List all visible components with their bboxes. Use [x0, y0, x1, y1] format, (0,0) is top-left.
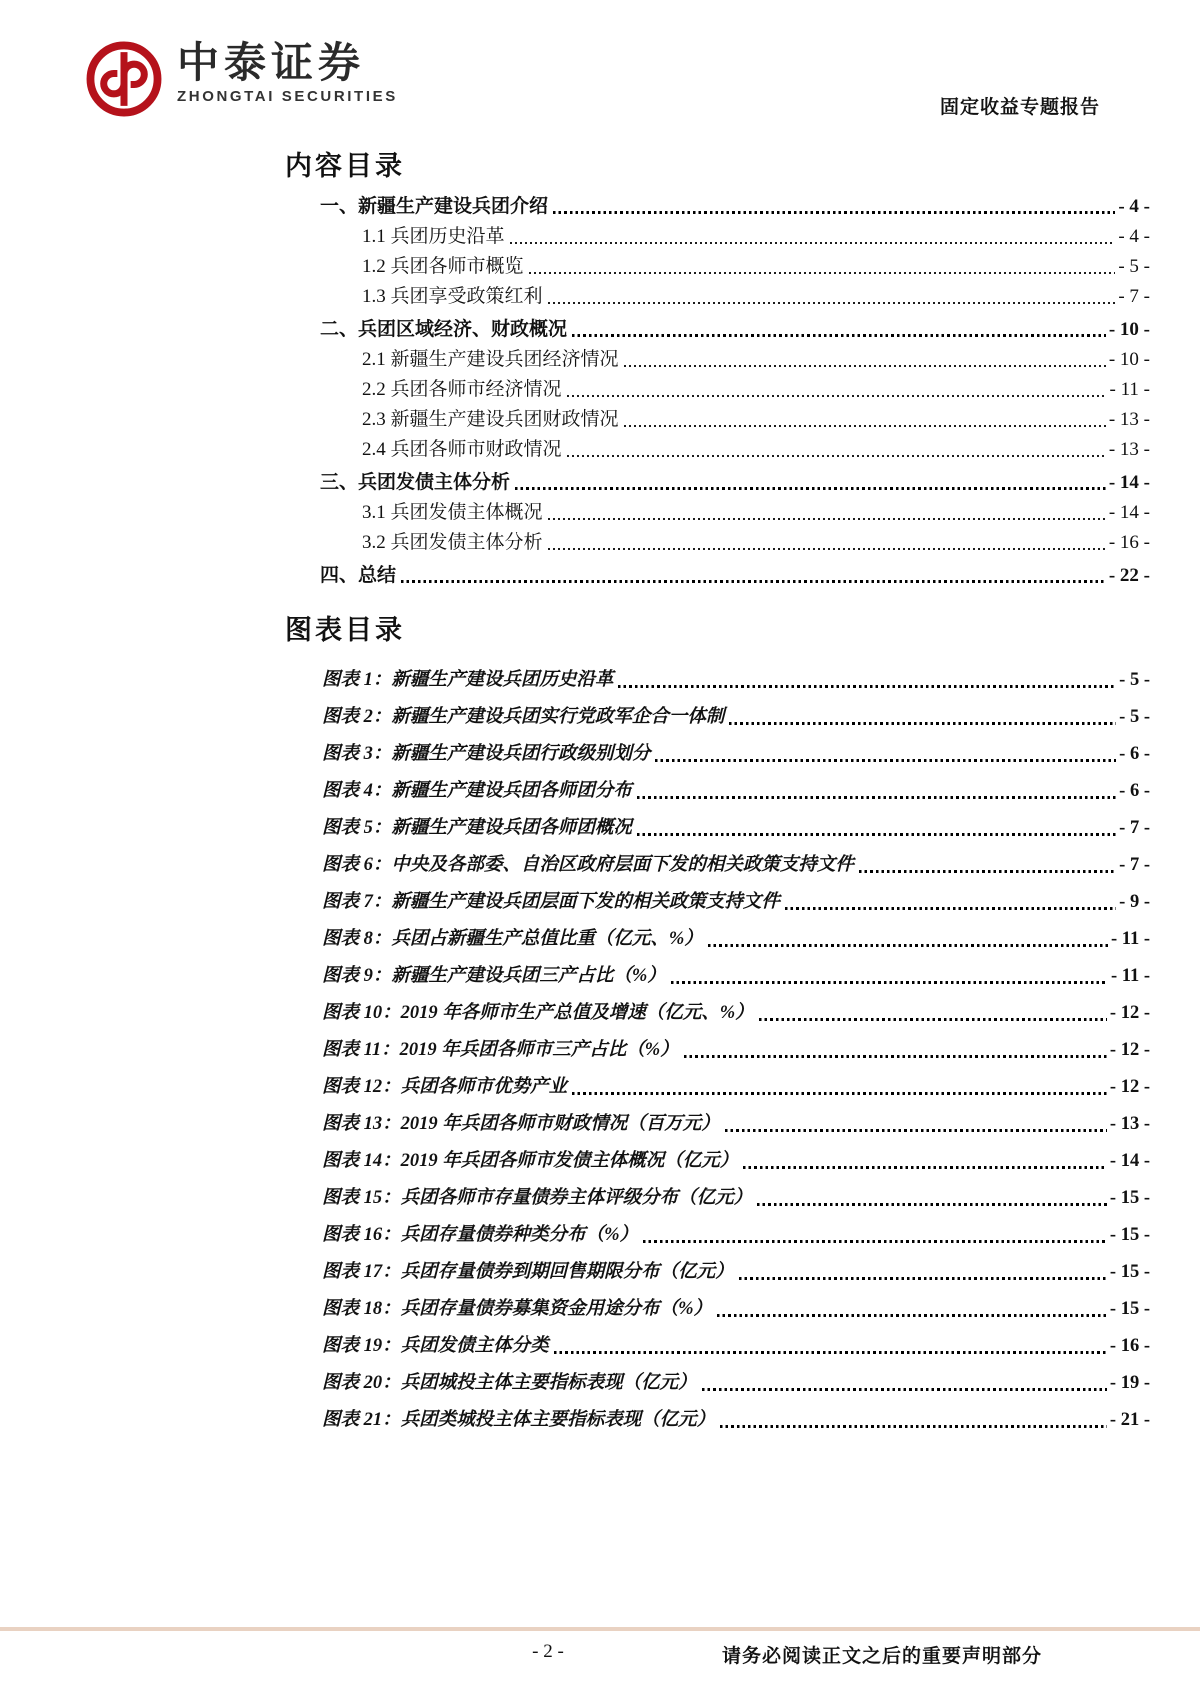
figure-entry[interactable]	[322, 965, 1150, 988]
toc-entry-label: 2.3 新疆生产建设兵团财政情况	[362, 409, 619, 430]
figure-entry[interactable]	[322, 817, 1150, 840]
dot-leader	[548, 548, 1106, 550]
figure-entry-label: 图表 14：2019 年兵团各师市发债主体概况（亿元）	[322, 1151, 739, 1171]
figure-entry[interactable]	[322, 1150, 1150, 1173]
figure-list	[285, 669, 1150, 1432]
dot-leader	[401, 580, 1106, 583]
figure-entry-page: - 19 -	[1109, 1373, 1150, 1393]
footer-divider	[0, 1627, 1200, 1631]
toc-entry-page: - 13 -	[1108, 409, 1150, 430]
zhongtai-logo-icon	[85, 40, 163, 118]
figure-entry[interactable]	[322, 1409, 1150, 1432]
toc-entry-page: - 4 -	[1118, 196, 1150, 217]
toc-entry[interactable]	[320, 318, 1150, 341]
figure-entry-page: - 11 -	[1110, 966, 1150, 986]
toc-entry[interactable]	[320, 255, 1150, 278]
toc-entry-page: - 10 -	[1108, 349, 1150, 370]
figure-entry-page: - 15 -	[1109, 1188, 1150, 1208]
toc-entry[interactable]	[320, 195, 1150, 218]
dot-leader	[643, 1240, 1107, 1243]
figure-entry[interactable]	[322, 1224, 1150, 1247]
figure-entry[interactable]	[322, 1002, 1150, 1025]
toc-entry[interactable]	[320, 501, 1150, 524]
figure-entry-label: 图表 17：兵团存量债券到期回售期限分布（亿元）	[322, 1262, 734, 1282]
toc-entry-page: - 7 -	[1118, 286, 1150, 307]
brand-block	[85, 40, 398, 118]
toc-entry-page: - 16 -	[1108, 532, 1150, 553]
toc-entry-page: - 11 -	[1109, 379, 1150, 400]
figure-entry[interactable]	[322, 1076, 1150, 1099]
dot-leader	[708, 944, 1108, 947]
toc-entry-label: 3.1 兵团发债主体概况	[362, 502, 543, 523]
figure-entry[interactable]	[322, 854, 1150, 877]
toc-entry-page: - 10 -	[1108, 319, 1150, 340]
figure-entry-page: - 5 -	[1119, 670, 1150, 690]
toc-entry-label: 1.2 兵团各师市概览	[362, 256, 524, 277]
dot-leader	[702, 1388, 1107, 1391]
figure-entry[interactable]	[322, 1372, 1150, 1395]
dot-leader	[859, 870, 1116, 873]
figure-entry-page: - 15 -	[1109, 1225, 1150, 1245]
toc-entry-label: 2.2 兵团各师市经济情况	[362, 379, 562, 400]
figure-entry[interactable]	[322, 1261, 1150, 1284]
toc-entry[interactable]	[320, 438, 1150, 461]
report-type-label: 固定收益专题报告	[939, 97, 1100, 118]
figure-entry-label: 图表 4：新疆生产建设兵团各师团分布	[322, 781, 632, 801]
figure-entry-page: - 15 -	[1109, 1299, 1150, 1319]
toc-entry-label: 1.3 兵团享受政策红利	[362, 286, 543, 307]
figure-entry-page: - 5 -	[1119, 707, 1150, 727]
footer-page-number: - 2 -	[532, 1641, 564, 1662]
toc-entry[interactable]	[320, 348, 1150, 371]
footer-disclaimer: 请务必阅读正文之后的重要声明部分	[721, 1646, 1042, 1667]
figure-entry-page: - 16 -	[1109, 1336, 1150, 1356]
toc-entry-page: - 14 -	[1108, 502, 1150, 523]
toc-entry-label: 2.4 兵团各师市财政情况	[362, 439, 562, 460]
dot-leader	[567, 395, 1107, 397]
dot-leader	[572, 334, 1106, 337]
figure-entry-label: 图表 12：兵团各师市优势产业	[322, 1077, 568, 1097]
dot-leader	[720, 1425, 1107, 1428]
dot-leader	[624, 425, 1106, 427]
brand-wordmark	[177, 40, 398, 105]
figure-entry-page: - 15 -	[1109, 1262, 1150, 1282]
figure-entry-label: 图表 9：新疆生产建设兵团三产占比（%）	[322, 966, 666, 986]
dot-leader	[567, 455, 1106, 457]
toc-entry-page: - 22 -	[1108, 565, 1150, 586]
dot-leader	[529, 272, 1116, 274]
figure-entry[interactable]	[322, 928, 1150, 951]
dot-leader	[739, 1277, 1107, 1280]
figure-entry-page: - 9 -	[1119, 892, 1150, 912]
figure-entry-label: 图表 18：兵团存量债券募集资金用途分布（%）	[322, 1299, 713, 1319]
dot-leader	[637, 796, 1116, 799]
figure-entry-page: - 21 -	[1109, 1410, 1150, 1430]
toc-entry[interactable]	[320, 285, 1150, 308]
toc-entry-page: - 5 -	[1118, 256, 1150, 277]
dot-leader	[757, 1203, 1107, 1206]
toc-page-body	[285, 149, 1150, 1432]
dot-leader	[510, 242, 1116, 244]
figure-entry-label: 图表 1：新疆生产建设兵团历史沿革	[322, 670, 614, 690]
figure-entry-page: - 11 -	[1110, 929, 1150, 949]
figure-entry-label: 图表 7：新疆生产建设兵团层面下发的相关政策支持文件	[322, 892, 780, 912]
toc-entry[interactable]	[320, 225, 1150, 248]
figure-entry-label: 图表 15：兵团各师市存量债券主体评级分布（亿元）	[322, 1188, 753, 1208]
figure-entry-page: - 6 -	[1119, 781, 1150, 801]
figure-entry-page: - 13 -	[1109, 1114, 1150, 1134]
figure-entry-page: - 7 -	[1119, 818, 1150, 838]
figure-entry[interactable]	[322, 891, 1150, 914]
dot-leader	[759, 1018, 1107, 1021]
figure-entry[interactable]	[322, 1335, 1150, 1358]
figure-entry[interactable]	[322, 1039, 1150, 1062]
figure-entry-page: - 14 -	[1109, 1151, 1150, 1171]
toc-entry[interactable]	[320, 408, 1150, 431]
figures-title: 图表目录	[285, 615, 405, 645]
toc-entry-page: - 14 -	[1108, 472, 1150, 493]
toc-entry-label: 2.1 新疆生产建设兵团经济情况	[362, 349, 619, 370]
figure-entry[interactable]	[322, 1113, 1150, 1136]
figure-entry[interactable]	[322, 706, 1150, 729]
figure-entry-label: 图表 13：2019 年兵团各师市财政情况（百万元）	[322, 1114, 720, 1134]
dot-leader	[684, 1055, 1107, 1058]
dot-leader	[637, 833, 1116, 836]
toc-entry[interactable]	[320, 531, 1150, 554]
figure-entry-label: 图表 20：兵团城投主体主要指标表现（亿元）	[322, 1373, 697, 1393]
toc-entry-label: 三、兵团发债主体分析	[320, 472, 511, 493]
figure-entry-page: - 12 -	[1109, 1040, 1150, 1060]
figure-entry-label: 图表 5：新疆生产建设兵团各师团概况	[322, 818, 632, 838]
brand-name-cn: 中泰证券	[177, 39, 366, 86]
dot-leader	[554, 1351, 1107, 1354]
dot-leader	[553, 211, 1115, 214]
dot-leader	[725, 1129, 1107, 1132]
figure-entry-label: 图表 3：新疆生产建设兵团行政级别划分	[322, 744, 651, 764]
toc-entry-label: 二、兵团区域经济、财政概况	[320, 319, 568, 340]
dot-leader	[624, 365, 1106, 367]
brand-name-en: ZHONGTAI SECURITIES	[177, 88, 398, 105]
figure-entry-label: 图表 11：2019 年兵团各师市三产占比（%）	[322, 1040, 679, 1060]
dot-leader	[785, 907, 1116, 910]
dot-leader	[717, 1314, 1107, 1317]
toc-entry-page: - 4 -	[1118, 226, 1150, 247]
figure-entry-label: 图表 8：兵团占新疆生产总值比重（亿元、%）	[322, 929, 703, 949]
toc-entry[interactable]	[320, 564, 1150, 587]
figure-entry-label: 图表 10：2019 年各师市生产总值及增速（亿元、%）	[322, 1003, 754, 1023]
contents-title: 内容目录	[285, 151, 405, 181]
dot-leader	[515, 487, 1106, 490]
figure-entry-page: - 12 -	[1109, 1077, 1150, 1097]
figure-entry[interactable]	[322, 743, 1150, 766]
figure-entry[interactable]	[322, 1298, 1150, 1321]
dot-leader	[729, 722, 1116, 725]
figure-entry[interactable]	[322, 780, 1150, 803]
figure-entry-label: 图表 16：兵团存量债券种类分布（%）	[322, 1225, 639, 1245]
dot-leader	[743, 1166, 1107, 1169]
dot-leader	[671, 981, 1108, 984]
toc-entry-label: 1.1 兵团历史沿革	[362, 226, 505, 247]
figure-entry-page: - 12 -	[1109, 1003, 1150, 1023]
dot-leader	[548, 302, 1116, 304]
dot-leader	[655, 759, 1116, 762]
toc-entry-label: 一、新疆生产建设兵团介绍	[320, 196, 549, 217]
figure-entry-label: 图表 2：新疆生产建设兵团实行党政军企合一体制	[322, 707, 725, 727]
toc-entry[interactable]	[320, 378, 1150, 401]
toc-entry-label: 四、总结	[320, 565, 397, 586]
toc-list	[285, 195, 1150, 587]
page-header	[0, 0, 1200, 119]
figure-entry[interactable]	[322, 669, 1150, 692]
figure-entry-label: 图表 21：兵团类城投主体主要指标表现（亿元）	[322, 1410, 716, 1430]
figure-entry-page: - 6 -	[1119, 744, 1150, 764]
figure-entry-label: 图表 19：兵团发债主体分类	[322, 1336, 549, 1356]
dot-leader	[548, 518, 1106, 520]
toc-entry-page: - 13 -	[1108, 439, 1150, 460]
dot-leader	[572, 1092, 1107, 1095]
figure-entry[interactable]	[322, 1187, 1150, 1210]
toc-entry-label: 3.2 兵团发债主体分析	[362, 532, 543, 553]
toc-entry[interactable]	[320, 471, 1150, 494]
dot-leader	[618, 685, 1116, 688]
figure-entry-label: 图表 6：中央及各部委、自治区政府层面下发的相关政策支持文件	[322, 855, 854, 875]
figure-entry-page: - 7 -	[1119, 855, 1150, 875]
